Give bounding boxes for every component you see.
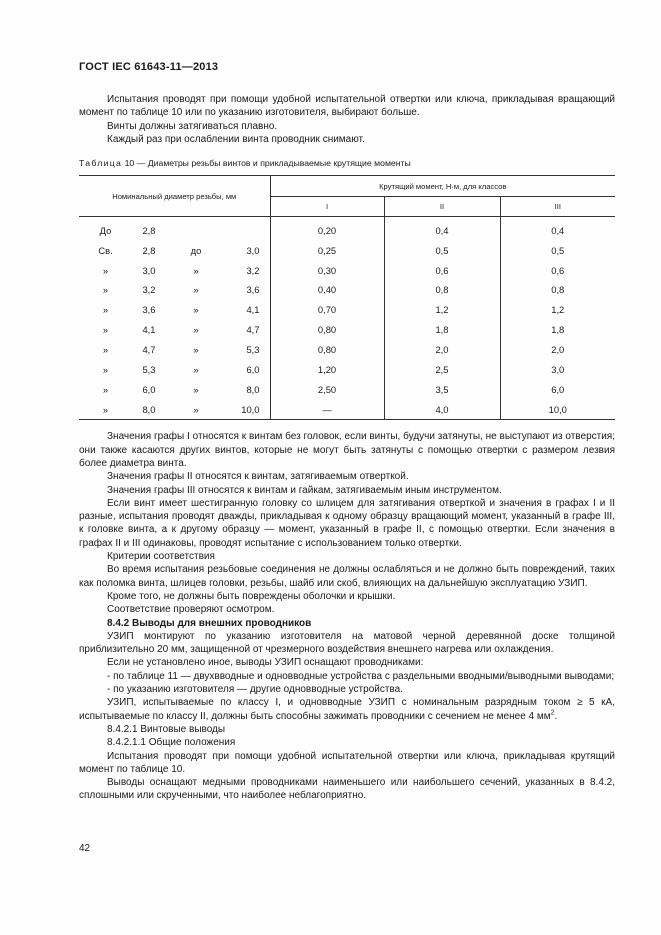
paragraph xyxy=(79,776,615,803)
torque-class-ii-cell: 0,4 xyxy=(384,217,500,240)
diameter-prefix2-cell: » xyxy=(193,344,199,356)
table-row xyxy=(79,400,615,420)
torque-class-i-cell: 0,20 xyxy=(270,217,384,240)
table-row xyxy=(79,320,615,340)
torque-class-i-cell: 0,30 xyxy=(270,260,384,280)
paragraph-text: Во время испытания резьбовые соединения не должны ослабляться и не должно быть повреждений, таких как поломка винта, шлицев головки, резьбы, шайб или скоб, влияющих на дальнейшую эксплуатацию УЗИП. xyxy=(79,564,615,589)
table-row xyxy=(79,217,615,240)
diameter-prefix2-cell: до xyxy=(190,244,202,256)
table-caption-text: 10 — Диаметры резьбы винтов и прикладываемые крутящие моменты xyxy=(122,158,411,169)
header-class-ii: II xyxy=(384,196,500,217)
diameter-prefix2-cell xyxy=(166,217,226,240)
diameter-to-cell: 10,0 xyxy=(226,400,270,420)
torque-class-i-cell: 0,40 xyxy=(270,280,384,300)
header-torque-group: Крутящий момент, Н·м, для классов xyxy=(270,176,615,197)
torque-class-ii-cell: 1,8 xyxy=(384,320,500,340)
torque-class-iii-cell: 0,4 xyxy=(500,217,615,240)
paragraph xyxy=(79,670,615,683)
page-number: 42 xyxy=(79,843,91,854)
table-row xyxy=(79,240,615,260)
paragraph xyxy=(79,696,615,723)
diameter-prefix-cell: » xyxy=(102,284,109,296)
diameter-from-cell: 3,0 xyxy=(142,264,156,276)
diameter-to-cell: 6,0 xyxy=(246,364,260,376)
diameter-to-cell: 3,2 xyxy=(246,264,260,276)
paragraph xyxy=(79,656,615,669)
after-table-text xyxy=(79,430,615,802)
torque-class-iii-cell: 10,0 xyxy=(500,400,615,420)
torque-class-iii-cell: 0,5 xyxy=(500,240,615,260)
diameter-prefix2-cell: » xyxy=(166,400,226,420)
torque-class-i-cell: 0,80 xyxy=(270,340,384,360)
paragraph-text: Если не установлено иное, выводы УЗИП оснащают проводниками: xyxy=(107,657,424,669)
paragraph xyxy=(79,723,615,736)
diameter-from-cell: 2,8 xyxy=(142,224,156,236)
torque-class-ii-cell: 4,0 xyxy=(384,400,500,420)
paragraph-text: Соответствие проверяют осмотром. xyxy=(107,604,275,616)
torque-class-i-cell: — xyxy=(270,400,384,420)
paragraph xyxy=(79,603,615,616)
diameter-to-cell: 5,3 xyxy=(246,344,260,356)
torque-table xyxy=(79,175,615,420)
table-row xyxy=(79,340,615,360)
paragraph-text: Выводы оснащают медными проводниками наименьшего или наибольшего сечений, указанных в 8.4.2, сплошными или скрученными, что наиболее неблагоприятно. xyxy=(79,777,615,802)
paragraph xyxy=(79,470,615,483)
header-class-i: I xyxy=(270,196,384,217)
paragraph xyxy=(79,683,615,696)
torque-class-iii-cell: 3,0 xyxy=(500,360,615,380)
document-body xyxy=(79,93,615,803)
paragraph xyxy=(79,630,615,657)
diameter-prefix2-cell: » xyxy=(193,324,199,336)
diameter-prefix-cell: » xyxy=(102,264,109,276)
table-row xyxy=(79,280,615,300)
intro-paragraph: Каждый раз при ослаблении винта проводник снимают. xyxy=(107,133,365,145)
diameter-prefix2-cell: » xyxy=(193,264,199,276)
paragraph-text: УЗИП, испытываемые по классу I, и одновводные УЗИП с номинальным разрядным током ≥ 5 кА, испытываемые по классу II, должны быть способны зажимать проводники с сечением не менее 4 мм xyxy=(79,697,615,722)
superscript: 2 xyxy=(550,709,555,717)
diameter-from-cell: 4,7 xyxy=(142,344,156,356)
diameter-from-cell: 2,8 xyxy=(142,244,156,256)
table-caption-prefix: Таблица xyxy=(79,158,123,169)
torque-class-iii-cell: 1,8 xyxy=(500,320,615,340)
torque-class-ii-cell: 2,5 xyxy=(384,360,500,380)
diameter-to-cell xyxy=(226,217,270,240)
paragraph-text: Кроме того, не должны быть повреждены оболочки и крышки. xyxy=(107,590,396,602)
torque-class-iii-cell: 1,2 xyxy=(500,300,615,320)
torque-class-i-cell: 0,25 xyxy=(270,240,384,260)
torque-class-iii-cell: 0,8 xyxy=(500,280,615,300)
torque-class-i-cell: 0,80 xyxy=(270,320,384,340)
diameter-from-cell: 3,6 xyxy=(142,304,156,316)
paragraph-text: Значения графы III относятся к винтам и гайкам, затягиваемым иным инструментом. xyxy=(107,484,502,496)
table-body xyxy=(79,217,615,420)
paragraph xyxy=(79,497,615,550)
paragraph-tail: . xyxy=(554,710,558,722)
paragraph-text: 8.4.2.1.1 Общие положения xyxy=(107,737,236,749)
torque-class-iii-cell: 2,0 xyxy=(500,340,615,360)
table-row xyxy=(79,380,615,400)
diameter-prefix2-cell: » xyxy=(193,304,199,316)
diameter-prefix-cell: До xyxy=(99,224,112,236)
diameter-prefix-cell: » xyxy=(102,304,109,316)
intro-paragraph: Испытания проводят при помощи удобной испытательной отвертки или ключа, прикладывая вращающий момент по таблице 10 или по указанию изготовителя, выбирают больше. xyxy=(79,94,615,119)
section-heading xyxy=(79,617,615,630)
intro-paragraph: Винты должны затягиваться плавно. xyxy=(107,120,278,132)
paragraph-text: Критерии соответствия xyxy=(107,551,215,563)
paragraph-text: УЗИП монтируют по указанию изготовителя на матовой черной деревянной доске толщиной приблизительно 20 мм, защищенной от чрезмерного воздействия внешнего нагрева или охлаждения. xyxy=(79,630,615,656)
diameter-to-cell: 8,0 xyxy=(246,383,260,395)
diameter-prefix2-cell: » xyxy=(193,284,199,296)
torque-class-ii-cell: 2,0 xyxy=(384,340,500,360)
torque-class-iii-cell: 6,0 xyxy=(500,380,615,400)
paragraph-text: Если винт имеет шестигранную головку со шлицем для затягивания отверткой и значения в графах I и II разные, испытания проводят дважды, прикладывая к одному образцу вращающий момент, указанный в графе III, к головке винта, а к другому образцу — момент, указанный в графе II, с помощью отвертки. Если значения в графах II и III одинаковы, проводят испытание с использованием только отвертки. xyxy=(79,497,615,549)
paragraph-text: 8.4.2.1 Винтовые выводы xyxy=(107,723,226,735)
paragraph xyxy=(79,563,615,590)
document-header: ГОСТ IEC 61643-11—2013 xyxy=(79,61,219,73)
torque-class-i-cell: 0,70 xyxy=(270,300,384,320)
diameter-to-cell: 4,1 xyxy=(246,304,260,316)
paragraph-text: - по таблице 11 — двухвводные и одновводные устройства с раздельными вводными/выводными выводами; xyxy=(107,670,615,682)
torque-class-i-cell: 2,50 xyxy=(270,380,384,400)
diameter-prefix-cell: » xyxy=(102,344,109,356)
diameter-from-cell: 6,0 xyxy=(142,383,156,395)
torque-class-i-cell: 1,20 xyxy=(270,360,384,380)
paragraph xyxy=(79,750,615,777)
paragraph-text: Значения графы II относятся к винтам, затягиваемым отверткой. xyxy=(107,471,409,483)
paragraph xyxy=(79,430,615,470)
diameter-to-cell: 4,7 xyxy=(246,324,260,336)
paragraph-text: Значения графы I относятся к винтам без головок, если винты, будучи затянуты, не выступают из отверстия; они также касаются других винтов, которые не могут быть затянуты с помощью отвертки с размером лезвия более диаметра винта. xyxy=(79,431,615,469)
paragraph-text: - по указанию изготовителя — другие одновводные устройства. xyxy=(107,684,403,696)
diameter-prefix-cell: Св. xyxy=(98,244,113,256)
diameter-prefix-cell: » xyxy=(102,324,109,336)
paragraph xyxy=(79,484,615,497)
table-row xyxy=(79,300,615,320)
torque-class-ii-cell: 0,5 xyxy=(384,240,500,260)
diameter-from-cell: 8,0 xyxy=(132,400,166,420)
diameter-prefix-cell: » xyxy=(79,400,132,420)
header-class-iii: III xyxy=(500,196,615,217)
diameter-from-cell: 4,1 xyxy=(142,324,156,336)
torque-class-iii-cell: 0,6 xyxy=(500,260,615,280)
paragraph xyxy=(79,590,615,603)
diameter-prefix-cell: » xyxy=(102,364,109,376)
table-row xyxy=(79,260,615,280)
diameter-prefix2-cell: » xyxy=(193,383,199,395)
table-caption xyxy=(79,157,615,170)
torque-class-ii-cell: 3,5 xyxy=(384,380,500,400)
torque-class-ii-cell: 0,6 xyxy=(384,260,500,280)
paragraph-text: Испытания проводят при помощи удобной испытательной отвертки или ключа, прикладывая крутящий момент по таблице 10. xyxy=(79,750,615,775)
diameter-from-cell: 3,2 xyxy=(142,284,156,296)
diameter-to-cell: 3,6 xyxy=(246,284,260,296)
table-row xyxy=(79,360,615,380)
header-nominal-diameter: Номинальный диаметр резьбы, мм xyxy=(79,176,270,217)
paragraph-text: 8.4.2 Выводы для внешних проводников xyxy=(107,617,312,629)
torque-class-ii-cell: 1,2 xyxy=(384,300,500,320)
paragraph xyxy=(79,550,615,563)
paragraph xyxy=(79,736,615,749)
diameter-to-cell: 3,0 xyxy=(246,244,260,256)
torque-class-ii-cell: 0,8 xyxy=(384,280,500,300)
diameter-prefix-cell: » xyxy=(102,383,109,395)
diameter-prefix2-cell: » xyxy=(193,364,199,376)
diameter-from-cell: 5,3 xyxy=(142,364,156,376)
